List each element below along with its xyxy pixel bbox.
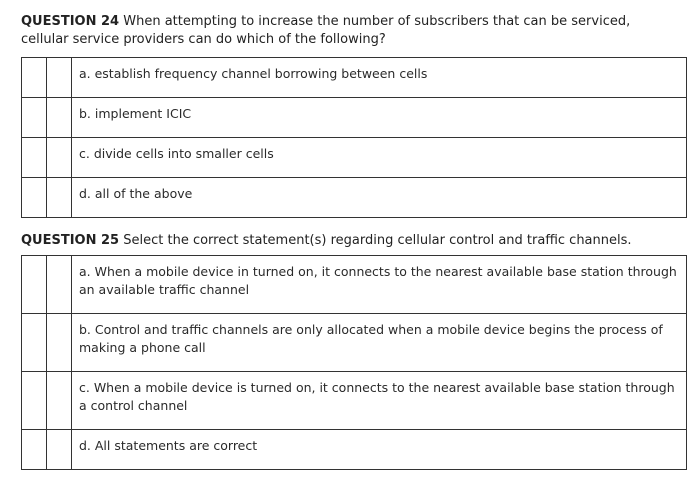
- answer-row[interactable]: [22, 178, 687, 218]
- answer-checkbox[interactable]: [22, 314, 47, 372]
- answer-checkbox[interactable]: [22, 430, 47, 470]
- answer-label[interactable]: d. All statements are correct: [72, 430, 687, 470]
- answer-row[interactable]: [22, 430, 687, 470]
- answer-checkbox[interactable]: [22, 98, 47, 138]
- answer-row[interactable]: [22, 138, 687, 178]
- answer-label[interactable]: b. implement ICIC: [72, 98, 687, 138]
- answer-marker[interactable]: [47, 138, 72, 178]
- answer-checkbox[interactable]: [22, 256, 47, 314]
- answer-label[interactable]: a. establish frequency channel borrowing between cells: [72, 58, 687, 98]
- question-25-prompt: [21, 232, 691, 250]
- answer-label[interactable]: c. When a mobile device is turned on, it connects to the nearest available base station through a control channel: [72, 372, 687, 430]
- answer-row[interactable]: [22, 98, 687, 138]
- question-24-text: When attempting to increase the number of subscribers that can be serviced, cellular service providers can do which of the following?: [21, 14, 631, 47]
- answer-label[interactable]: a. When a mobile device in turned on, it connects to the nearest available base station through an available traffic channel: [72, 256, 687, 314]
- question-25-answers: [21, 255, 687, 470]
- question-24: [21, 13, 681, 49]
- answer-checkbox[interactable]: [22, 178, 47, 218]
- answer-checkbox[interactable]: [22, 138, 47, 178]
- answer-checkbox[interactable]: [22, 58, 47, 98]
- answer-row[interactable]: [22, 314, 687, 372]
- question-24-number: QUESTION 24: [21, 14, 120, 29]
- answer-checkbox[interactable]: [22, 372, 47, 430]
- question-24-prompt: [21, 13, 681, 49]
- answer-marker[interactable]: [47, 256, 72, 314]
- question-25-number: QUESTION 25: [21, 233, 120, 248]
- answer-label[interactable]: d. all of the above: [72, 178, 687, 218]
- answer-row[interactable]: [22, 58, 687, 98]
- question-25: [21, 232, 691, 250]
- answer-label[interactable]: c. divide cells into smaller cells: [72, 138, 687, 178]
- answer-marker[interactable]: [47, 98, 72, 138]
- question-25-text: Select the correct statement(s) regarding cellular control and traffic channels.: [123, 233, 632, 248]
- answer-marker[interactable]: [47, 372, 72, 430]
- answer-row[interactable]: [22, 256, 687, 314]
- answer-marker[interactable]: [47, 178, 72, 218]
- question-24-answers: [21, 57, 687, 218]
- answer-marker[interactable]: [47, 58, 72, 98]
- answer-row[interactable]: [22, 372, 687, 430]
- answer-marker[interactable]: [47, 430, 72, 470]
- answer-label[interactable]: b. Control and traffic channels are only allocated when a mobile device begins the process of making a phone call: [72, 314, 687, 372]
- answer-marker[interactable]: [47, 314, 72, 372]
